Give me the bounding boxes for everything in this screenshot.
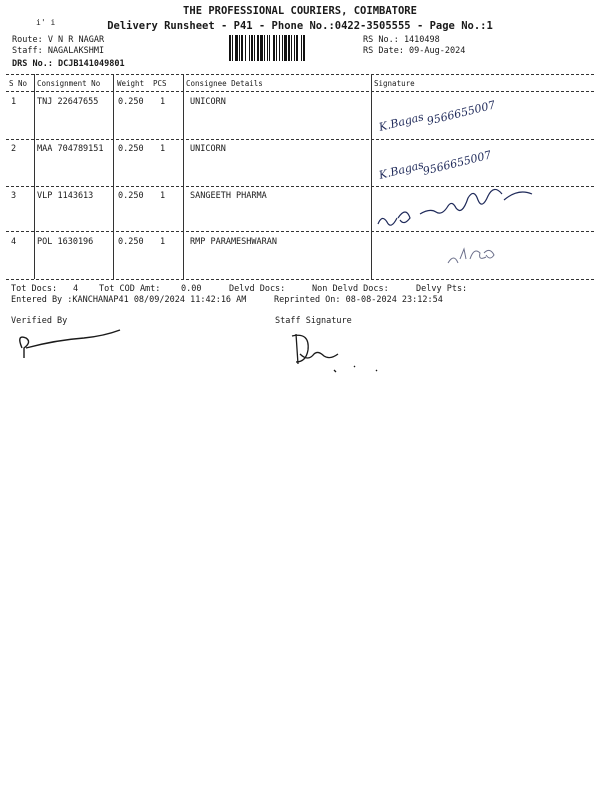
table-cell-consignee: SANGEETH PHARMA — [190, 191, 267, 201]
delvd-docs-label: Delvd Docs: — [229, 284, 286, 294]
table-cell-consignee: RMP PARAMESHWARAN — [190, 237, 277, 247]
table-cell-consignment: VLP 1143613 — [37, 191, 94, 201]
table-cell-pcs: 1 — [160, 237, 166, 247]
table-cell-weight: 0.250 — [118, 97, 144, 107]
signature-row-4 — [444, 241, 504, 271]
table-cell-consignee: UNICORN — [190, 97, 226, 107]
table-top-rule — [6, 74, 594, 75]
column-header: Signature — [374, 79, 415, 88]
barcode-bar — [291, 35, 292, 61]
column-divider — [371, 74, 372, 279]
table-cell-consignee: UNICORN — [190, 144, 226, 154]
table-cell-sno: 4 — [11, 237, 17, 247]
barcode-bar — [279, 35, 280, 61]
reprinted-on: Reprinted On: 08-08-2024 23:12:54 — [274, 295, 443, 305]
table-cell-sno: 2 — [11, 144, 17, 154]
barcode-bar — [239, 35, 240, 61]
table-cell-consignment: TNJ 22647655 — [37, 97, 99, 107]
barcode-bar — [296, 35, 298, 61]
table-cell-weight: 0.250 — [118, 237, 144, 247]
staff-signature-label: Staff Signature — [275, 316, 352, 326]
barcode-bar — [235, 35, 238, 61]
barcode-bar — [282, 35, 283, 61]
barcode-bar — [264, 35, 265, 61]
svg-text:9566655007: 9566655007 — [421, 148, 493, 178]
column-header: Consignee Details — [186, 79, 263, 88]
barcode-bar — [284, 35, 287, 61]
svg-text:K.Bagas: K.Bagas — [377, 158, 425, 182]
handwritten-mark: i' i — [36, 18, 56, 27]
table-header-rule — [6, 91, 594, 92]
barcode-bar — [269, 35, 270, 61]
barcode-bar — [303, 35, 305, 61]
column-header: Weight — [117, 79, 145, 88]
rs-date: RS Date: 09-Aug-2024 — [363, 46, 466, 56]
barcode-bar — [245, 35, 246, 61]
table-cell-pcs: 1 — [160, 191, 166, 201]
barcode — [229, 35, 359, 61]
barcode-bar — [251, 35, 253, 61]
svg-text:K.Bagas: K.Bagas — [377, 110, 425, 134]
non-delvd-docs-label: Non Delvd Docs: — [312, 284, 389, 294]
barcode-bar — [254, 35, 255, 61]
barcode-bar — [229, 35, 231, 61]
barcode-bar — [267, 35, 268, 61]
barcode-bar — [257, 35, 259, 61]
tot-docs-value: 4 — [73, 284, 79, 294]
table-cell-pcs: 1 — [160, 97, 166, 107]
barcode-bar — [301, 35, 302, 61]
column-header: S No — [9, 79, 28, 88]
tot-docs-label: Tot Docs: — [11, 284, 58, 294]
signature-row-1 — [376, 93, 536, 137]
verified-by-label: Verified By — [11, 316, 68, 326]
route-label: Route: V N R NAGAR — [12, 35, 105, 45]
column-divider — [113, 74, 114, 279]
column-divider — [34, 74, 35, 279]
column-divider — [183, 74, 184, 279]
company-name: THE PROFESSIONAL COURIERS, COIMBATORE — [183, 5, 417, 17]
table-bottom-rule — [6, 279, 594, 280]
signature-row-3 — [374, 180, 554, 235]
table-cell-consignment: POL 1630196 — [37, 237, 94, 247]
table-cell-sno: 1 — [11, 97, 17, 107]
entered-by: Entered By :KANCHANAP41 08/09/2024 11:42:16 AM — [11, 295, 247, 305]
rs-number: RS No.: 1410498 — [363, 35, 440, 45]
barcode-bar — [241, 35, 243, 61]
tot-cod-value: 0.00 — [181, 284, 202, 294]
barcode-bar — [273, 35, 275, 61]
barcode-bar — [288, 35, 290, 61]
table-cell-consignment: MAA 704789151 — [37, 144, 104, 154]
tot-cod-label: Tot COD Amt: — [99, 284, 161, 294]
barcode-bar — [260, 35, 263, 61]
table-cell-pcs: 1 — [160, 144, 166, 154]
table-cell-sno: 3 — [11, 191, 17, 201]
barcode-bar — [232, 35, 233, 61]
table-cell-weight: 0.250 — [118, 144, 144, 154]
table-cell-weight: 0.250 — [118, 191, 144, 201]
svg-text:9566655007: 9566655007 — [425, 98, 497, 128]
runsheet-title: Delivery Runsheet - P41 - Phone No.:0422-3505555 - Page No.:1 — [107, 20, 493, 32]
staff-label: Staff: NAGALAKSHMI — [12, 46, 105, 56]
drs-number: DRS No.: DCJB141049801 — [12, 59, 125, 69]
barcode-bar — [249, 35, 250, 61]
column-header: PCS — [153, 79, 167, 88]
verified-by-signature — [14, 328, 124, 364]
barcode-bar — [276, 35, 277, 61]
delvy-pts-label: Delvy Pts: — [416, 284, 468, 294]
staff-signature — [282, 326, 392, 372]
signature-row-2 — [376, 139, 536, 185]
barcode-bar — [294, 35, 295, 61]
column-header: Consignment No — [37, 79, 101, 88]
